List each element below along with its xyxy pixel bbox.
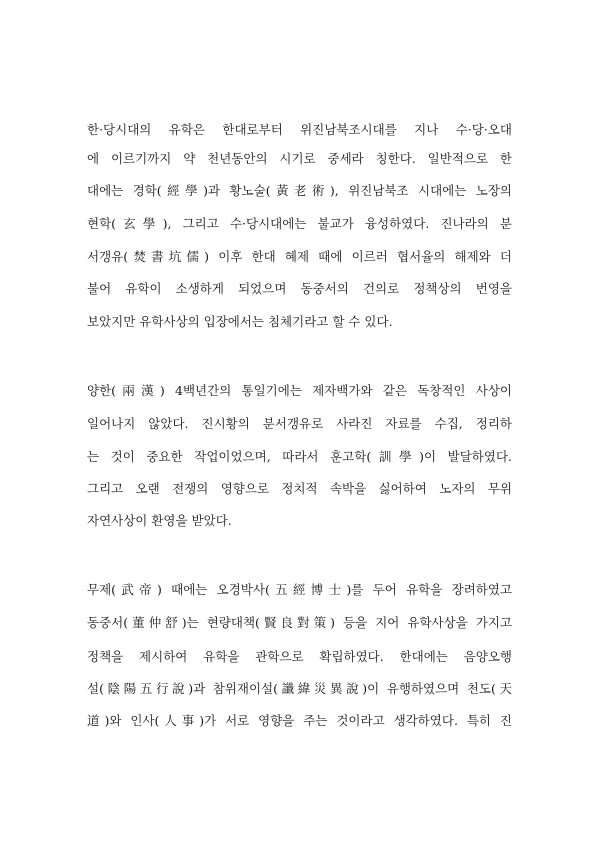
text-line: 대에는 경학(經學)과 황노술(黃老術), 위진남북조 시대에는 노장의 xyxy=(87,183,512,198)
text-line: 일어나지 않았다. 진시황의 분서갱유로 사라진 자료를 수집, 정리하 xyxy=(87,416,512,431)
text-line: 道)와 인사(人事)가 서로 영향을 주는 것이라고 생각하였다. 특히 진 xyxy=(87,713,512,728)
text-line: 에 이르기까지 약 천년동안의 시기로 중세라 칭한다. 일반적으로 한 xyxy=(87,151,512,166)
text-line: 자연사상이 환영을 받았다. xyxy=(87,513,232,528)
text-line: 정책을 제시하여 유학을 관학으로 확립하였다. 한대에는 음양오행 xyxy=(87,649,512,664)
text-line: 양한(兩漢) 4백년간의 통일기에는 제자백가와 같은 독창적인 사상이 xyxy=(87,383,512,398)
text-line: 서갱유(焚書坑儒) 이후 한대 혜제 때에 이르러 협서율의 해제와 더 xyxy=(87,249,512,264)
text-line: 현학(玄學), 그리고 수·당시대에는 불교가 융성하였다. 진나라의 분 xyxy=(87,216,512,231)
text-line: 그리고 오랜 전쟁의 영향으로 정치적 속박을 싫어하여 노자의 무위 xyxy=(87,481,512,496)
text-line: 는 것이 중요한 작업이었으며, 따라서 훈고학(訓學)이 발달하였다. xyxy=(87,449,512,464)
text-line: 보았지만 유학사상의 입장에서는 침체기라고 할 수 있다. xyxy=(87,314,393,329)
text-line: 설(陰陽五行說)과 참위재이설(讖緯災異說)이 유행하였으며 천도(天 xyxy=(87,681,512,696)
text-line: 동중서(董仲舒)는 현량대책(賢良對策) 등을 지어 유학사상을 가지고 xyxy=(87,615,512,630)
text-line: 불어 유학이 소생하게 되었으며 동중서의 건의로 정책상의 번영을 xyxy=(87,281,512,296)
text-line: 한·당시대의 유학은 한대로부터 위진남북조시대를 지나 수·당·오대 xyxy=(87,122,512,137)
text-line: 무제(武帝) 때에는 오경박사(五經博士)를 두어 유학을 장려하였고 xyxy=(87,582,512,597)
